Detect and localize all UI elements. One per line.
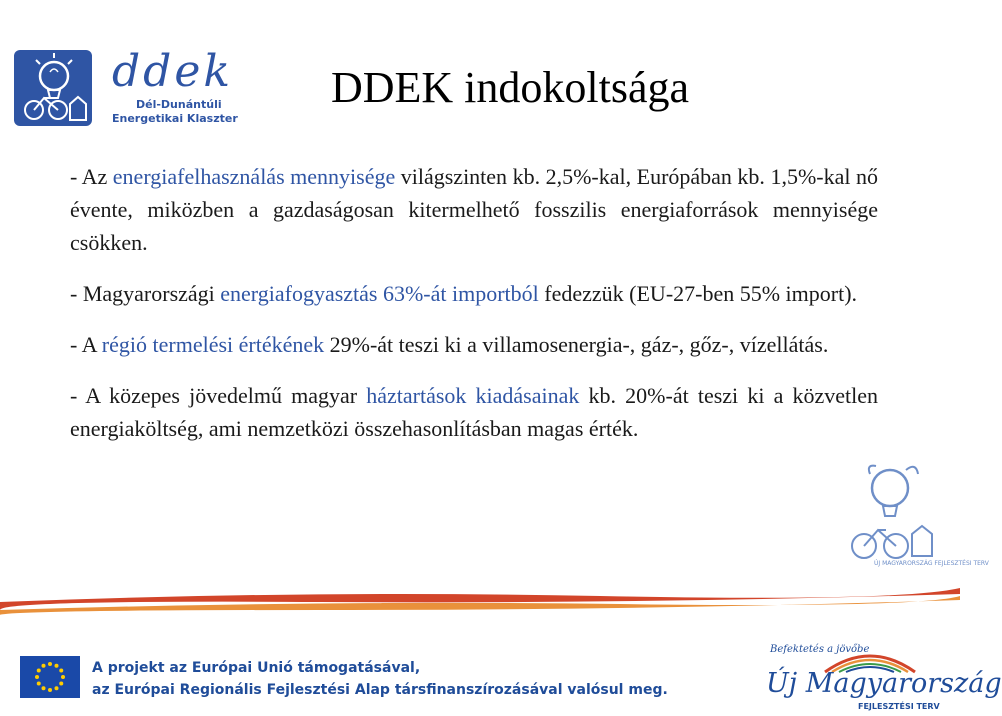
eu-star-icon: [35, 675, 39, 679]
logo-wordmark: ddek: [112, 46, 234, 97]
highlighted-phrase: energiafogyasztás 63%-át importból: [220, 281, 539, 306]
eu-star-icon: [42, 664, 46, 668]
eu-star-icon: [37, 682, 41, 686]
footer-swoosh: [0, 580, 960, 620]
eu-star-icon: [48, 688, 52, 692]
umft-subtitle: FEJLESZTÉSI TERV: [858, 702, 940, 711]
eu-star-icon: [55, 686, 59, 690]
highlighted-phrase: háztartások kiadásainak: [366, 383, 580, 408]
eu-star-icon: [37, 669, 41, 673]
eu-star-icon: [42, 686, 46, 690]
eu-star-icon: [48, 662, 52, 666]
eu-support-line-1: A projekt az Európai Unió támogatásával,: [92, 660, 421, 676]
eu-flag-icon: [20, 656, 80, 698]
eu-star-icon: [59, 669, 63, 673]
bullet-energy-use: [70, 160, 878, 259]
text-run: - A közepes jövedelmű magyar: [70, 383, 367, 408]
footer: [0, 640, 1002, 716]
text-run: - Magyarországi: [70, 281, 221, 306]
highlighted-phrase: energiafelhasználás mennyisége: [112, 164, 396, 189]
text-run: kb. 20%-át teszi ki a közvetlen energiaköltség, ami nemzetközi összehasonlításban magas érték.: [70, 383, 879, 441]
eu-support-line-2: az Európai Regionális Fejlesztési Alap társfinanszírozásával valósul meg.: [92, 682, 668, 698]
slide-body: [70, 160, 878, 463]
text-run: - Az: [70, 164, 113, 189]
umft-tagline: Befektetés a jövőbe: [770, 644, 870, 655]
highlighted-phrase: régió termelési értékének: [101, 332, 325, 357]
ddek-logo: [14, 46, 238, 130]
eu-star-icon: [55, 664, 59, 668]
text-run: világszinten kb. 2,5%-kal, Európában kb. 1,5%-kal nő évente, miközben a gazdaságosan kitermelhető fosszilis energiaforrások mennyisége csökken.: [70, 164, 878, 255]
text-run: 29%-át teszi ki a villamosenergia-, gáz-, gőz-, vízellátás.: [324, 332, 829, 357]
slide-title: DDEK indokoltsága: [330, 63, 690, 112]
bullet-region: [70, 328, 878, 361]
text-run: fedezzük (EU-27-ben 55% import).: [538, 281, 858, 306]
eu-star-icon: [61, 675, 65, 679]
text-run: - A: [70, 332, 102, 357]
bullet-import: [70, 277, 878, 310]
eu-star-icon: [59, 682, 63, 686]
logo-subtitle-2: Energetikai Klaszter: [112, 112, 238, 125]
umft-logo-text: Új Magyarország: [766, 668, 1002, 699]
bullet-households: [70, 379, 878, 445]
logo-subtitle-1: Dél-Dunántúli: [136, 98, 222, 111]
decoration-caption: ÚJ MAGYARORSZÁG FEJLESZTÉSI TERV: [874, 560, 989, 567]
decorative-illustration-icon: [840, 460, 940, 570]
ddek-badge-icon: [14, 50, 92, 126]
